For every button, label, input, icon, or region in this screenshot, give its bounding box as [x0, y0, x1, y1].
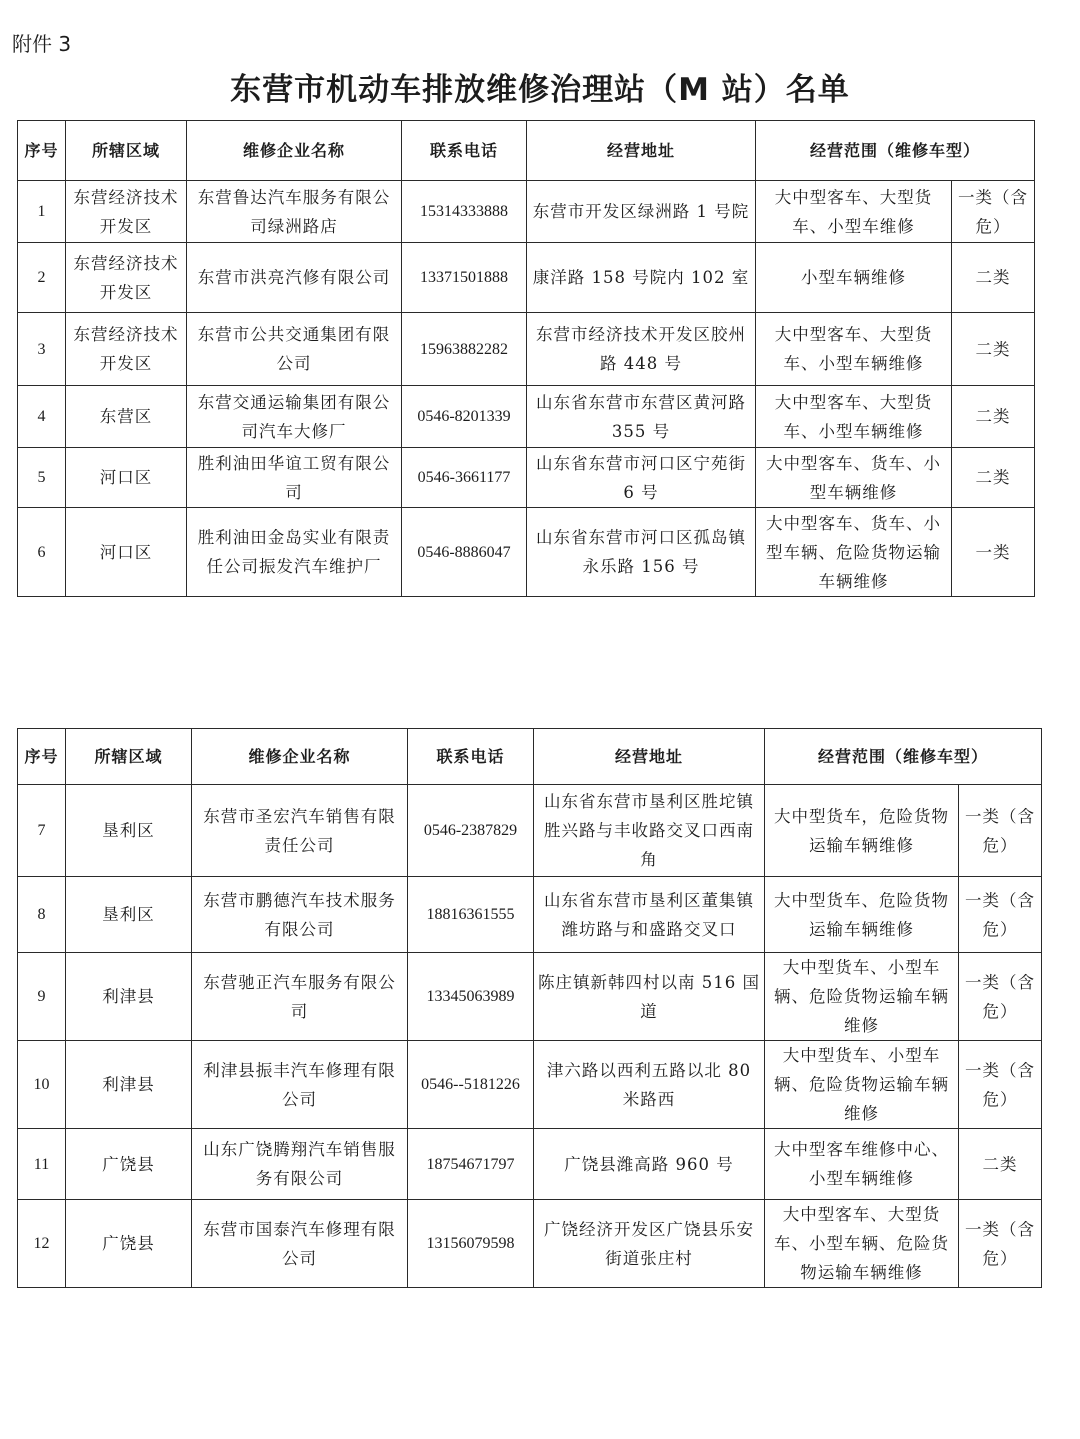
row-scope: 大中型货车、小型车辆、危险货物运输车辆维修 [765, 953, 959, 1041]
row-area: 垦利区 [66, 785, 192, 877]
header-company: 维修企业名称 [192, 729, 408, 785]
row-address: 山东省东营市垦利区胜坨镇胜兴路与丰收路交叉口西南角 [534, 785, 765, 877]
row-area: 利津县 [66, 1041, 192, 1129]
row-scope: 大中型货车、危险货物运输车辆维修 [765, 877, 959, 953]
row-phone: 13156079598 [408, 1200, 534, 1288]
row-phone: 15314333888 [402, 181, 527, 243]
row-no: 5 [18, 448, 66, 508]
row-no: 6 [18, 508, 66, 597]
row-scope: 大中型客车、货车、小型车辆维修 [756, 448, 952, 508]
row-company: 东营市鹏德汽车技术服务有限公司 [192, 877, 408, 953]
row-area: 东营经济技术开发区 [66, 313, 187, 386]
header-row [18, 729, 1042, 785]
row-no: 4 [18, 386, 66, 448]
row-scope: 大中型客车、货车、小型车辆、危险货物运输车辆维修 [756, 508, 952, 597]
row-no: 7 [18, 785, 66, 877]
header-phone: 联系电话 [402, 121, 527, 181]
row-address: 东营市开发区绿洲路 1 号院 [527, 181, 756, 243]
row-phone: 0546-8886047 [402, 508, 527, 597]
row-area: 利津县 [66, 953, 192, 1041]
row-phone: 0546-8201339 [402, 386, 527, 448]
row-company: 东营市国泰汽车修理有限公司 [192, 1200, 408, 1288]
row-phone: 18754671797 [408, 1129, 534, 1200]
row-no: 9 [18, 953, 66, 1041]
row-category: 一类（含危） [959, 1041, 1042, 1129]
row-phone: 18816361555 [408, 877, 534, 953]
row-category: 一类（含危） [952, 181, 1035, 243]
header-row [18, 121, 1035, 181]
row-company: 东营市公共交通集团有限公司 [187, 313, 402, 386]
row-phone: 0546--5181226 [408, 1041, 534, 1129]
row-scope: 大中型客车、大型货车、小型车辆维修 [756, 386, 952, 448]
row-address: 陈庄镇新韩四村以南 516 国道 [534, 953, 765, 1041]
header-area: 所辖区域 [66, 729, 192, 785]
row-area: 东营经济技术开发区 [66, 181, 187, 243]
row-address: 津六路以西利五路以北 80 米路西 [534, 1041, 765, 1129]
header-address: 经营地址 [534, 729, 765, 785]
row-scope: 大中型货车、小型车辆、危险货物运输车辆维修 [765, 1041, 959, 1129]
row-scope: 大中型客车维修中心、小型车辆维修 [765, 1129, 959, 1200]
row-phone: 15963882282 [402, 313, 527, 386]
row-area: 东营区 [66, 386, 187, 448]
row-category: 一类（含危） [959, 953, 1042, 1041]
row-company: 胜利油田金岛实业有限责任公司振发汽车维护厂 [187, 508, 402, 597]
table-row [18, 953, 1042, 1041]
table-row [18, 1041, 1042, 1129]
row-category: 二类 [952, 448, 1035, 508]
table-row [18, 386, 1035, 448]
row-company: 胜利油田华谊工贸有限公司 [187, 448, 402, 508]
row-area: 河口区 [66, 448, 187, 508]
row-address: 东营市经济技术开发区胶州路 448 号 [527, 313, 756, 386]
table-row [18, 508, 1035, 597]
table-row [18, 313, 1035, 386]
row-category: 二类 [952, 243, 1035, 313]
row-company: 东营交通运输集团有限公司汽车大修厂 [187, 386, 402, 448]
header-scope: 经营范围（维修车型） [756, 121, 1035, 181]
row-company: 东营鲁达汽车服务有限公司绿洲路店 [187, 181, 402, 243]
row-phone: 13345063989 [408, 953, 534, 1041]
table-row [18, 181, 1035, 243]
table-row [18, 243, 1035, 313]
annex-label: 附件 3 [12, 32, 72, 56]
row-phone: 13371501888 [402, 243, 527, 313]
row-category: 二类 [952, 313, 1035, 386]
row-category: 二类 [959, 1129, 1042, 1200]
row-address: 山东省东营市垦利区董集镇潍坊路与和盛路交叉口 [534, 877, 765, 953]
row-company: 利津县振丰汽车修理有限公司 [192, 1041, 408, 1129]
header-no: 序号 [18, 121, 66, 181]
header-scope: 经营范围（维修车型） [765, 729, 1042, 785]
table-row [18, 877, 1042, 953]
table-row [18, 1200, 1042, 1288]
row-phone: 0546-2387829 [408, 785, 534, 877]
header-no: 序号 [18, 729, 66, 785]
row-no: 1 [18, 181, 66, 243]
row-address: 广饶经济开发区广饶县乐安街道张庄村 [534, 1200, 765, 1288]
row-company: 东营驰正汽车服务有限公司 [192, 953, 408, 1041]
page-title: 东营市机动车排放维修治理站（M 站）名单 [230, 72, 850, 108]
row-address: 山东省东营市河口区孤岛镇永乐路 156 号 [527, 508, 756, 597]
row-category: 一类 [952, 508, 1035, 597]
header-area: 所辖区域 [66, 121, 187, 181]
row-no: 10 [18, 1041, 66, 1129]
row-area: 河口区 [66, 508, 187, 597]
row-scope: 大中型货车，危险货物运输车辆维修 [765, 785, 959, 877]
row-no: 3 [18, 313, 66, 386]
row-area: 广饶县 [66, 1200, 192, 1288]
row-no: 11 [18, 1129, 66, 1200]
row-phone: 0546-3661177 [402, 448, 527, 508]
row-scope: 大中型客车、大型货车、小型车辆、危险货物运输车辆维修 [765, 1200, 959, 1288]
row-address: 山东省东营市河口区宁苑街 6 号 [527, 448, 756, 508]
row-category: 一类（含危） [959, 1200, 1042, 1288]
row-address: 山东省东营市东营区黄河路 355 号 [527, 386, 756, 448]
row-company: 东营市圣宏汽车销售有限责任公司 [192, 785, 408, 877]
station-table-1 [17, 120, 1035, 597]
row-category: 一类（含危） [959, 785, 1042, 877]
row-address: 康洋路 158 号院内 102 室 [527, 243, 756, 313]
header-company: 维修企业名称 [187, 121, 402, 181]
row-category: 二类 [952, 386, 1035, 448]
row-address: 广饶县潍高路 960 号 [534, 1129, 765, 1200]
row-scope: 大中型客车、大型货车、小型车辆维修 [756, 313, 952, 386]
row-area: 垦利区 [66, 877, 192, 953]
table-row [18, 448, 1035, 508]
header-phone: 联系电话 [408, 729, 534, 785]
table-row [18, 1129, 1042, 1200]
row-no: 8 [18, 877, 66, 953]
row-company: 山东广饶腾翔汽车销售服务有限公司 [192, 1129, 408, 1200]
row-scope: 小型车辆维修 [756, 243, 952, 313]
header-address: 经营地址 [527, 121, 756, 181]
row-category: 一类（含危） [959, 877, 1042, 953]
row-no: 12 [18, 1200, 66, 1288]
row-area: 东营经济技术开发区 [66, 243, 187, 313]
row-area: 广饶县 [66, 1129, 192, 1200]
row-company: 东营市洪亮汽修有限公司 [187, 243, 402, 313]
row-scope: 大中型客车、大型货车、小型车维修 [756, 181, 952, 243]
row-no: 2 [18, 243, 66, 313]
table-row [18, 785, 1042, 877]
station-table-2 [17, 728, 1042, 1288]
